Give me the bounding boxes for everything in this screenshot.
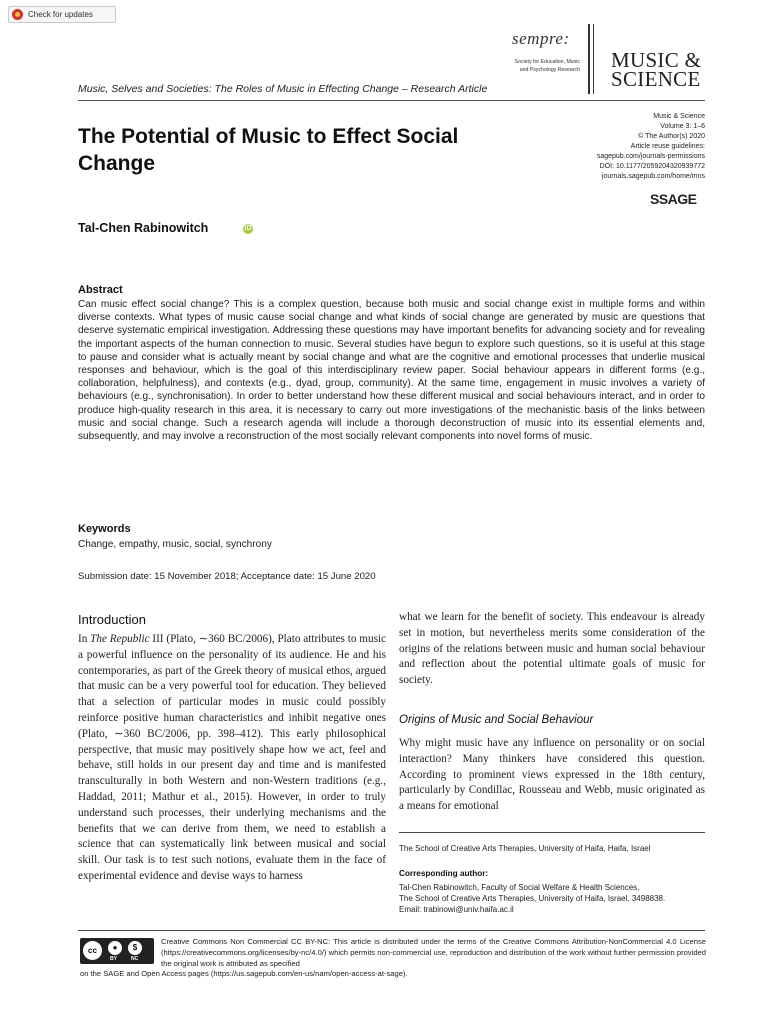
publisher-logo: sempre: bbox=[512, 29, 570, 48]
journal-logo-line: SCIENCE bbox=[611, 67, 701, 91]
meta-permissions-link[interactable]: sagepub.com/journals-permissions bbox=[596, 153, 705, 160]
brand-divider bbox=[588, 24, 590, 94]
abstract-text: Can music effect social change? This is a complex question, because both music and social change exist in multiple forms and within diverse contexts. What types of music cause social change and what kinds of social change are generated by music are questions that deserve systematic empirical investigation. Addressing these questions may have important benefits for advancing society and for revealing the important aspects of the human connection to music. Several studies have begun to explore such questions, so it is useful at this stage to pause and consider what is actually meant by social change and what are the cognitive and emotional processes that underlie musical responses and behaviour, which is the goal of this interdisciplinary review paper. Social behaviour appears in different forms (e.g., collaboration, helpfulness), and contexts (e.g., dyad, group, community). At the same time, engagement in music involves a variety of behaviours (e.g., synchronisation). In order to better understand how these different musical and social behaviours interact, and in order to produce high-quality research in this area, it is necessary to carry out more investigations of the mechanistic basis of the links between music and social change. Such a research agenda will include a thorough deconstruction of music into its essential elements and, subsequently, and may involve a reconstruction of the most socially relevant components into novel forms of music. bbox=[78, 299, 705, 443]
affiliation-rule bbox=[399, 832, 705, 833]
introduction-paragraph bbox=[78, 632, 386, 885]
origins-paragraph: Why might music have any influence on personality or on social interaction? Many thinkers have considered this question. According to prominent views expressed in the 18th century, particularly by Condillac, Rousseau and Webb, music originated as a means for emotional bbox=[399, 737, 705, 813]
meta-doi[interactable]: DOI: 10.1177/2059204320939772 bbox=[599, 163, 705, 170]
corresponding-line: Tal-Chen Rabinowitch, Faculty of Social Welfare & Health Sciences, bbox=[399, 883, 640, 892]
meta-volume: Volume 3: 1–6 bbox=[660, 123, 705, 130]
origins-heading: Origins of Music and Social Behaviour bbox=[399, 714, 594, 726]
orcid-icon[interactable]: iD bbox=[244, 225, 252, 232]
meta-journal: Music & Science bbox=[653, 113, 705, 120]
brand-divider bbox=[593, 24, 594, 94]
journal-logo-line: MUSIC & bbox=[611, 48, 702, 72]
creative-commons-icon[interactable] bbox=[80, 938, 154, 964]
license-text-end: on the SAGE and Open Access pages (https://us.sagepub.com/en-us/nam/open-access-at-sage). bbox=[80, 969, 408, 978]
intro-continuation-paragraph: what we learn for the benefit of society. This endeavour is already set in motion, but nevertheless merits some consideration of the origins of the relations between music and human social behaviour and reflection about the potential ultimate goals of music for society. bbox=[399, 611, 705, 687]
check-for-updates-button[interactable] bbox=[8, 6, 116, 23]
submission-dates: Submission date: 15 November 2018; Acceptance date: 15 June 2020 bbox=[78, 571, 376, 582]
keywords-text: Change, empathy, music, social, synchrony bbox=[78, 539, 272, 550]
article-meta bbox=[560, 112, 705, 182]
header-rule bbox=[78, 100, 705, 101]
keywords-heading: Keywords bbox=[78, 523, 131, 535]
corresponding-author-heading: Corresponding author: bbox=[399, 869, 489, 878]
meta-journal-link[interactable]: journals.sagepub.com/home/mns bbox=[601, 173, 705, 180]
introduction-heading: Introduction bbox=[78, 612, 146, 627]
intro-text: III (Plato, ∼360 BC/2006), Plato attributes to music a powerful influence on the personality of its audience. He and his contemporaries, as part of the Greek theory of musical ethos, argued that music can be a very powerful tool for education. They believed that a selection of particular modes in music could possibly reinforce positive human characteristics and inhibit negative ones (Plato, ∼360 BC/2006, pp. 398–412). This early philosophical perspective, that music may positively shape how we act, feel and behave, still holds in our present day and time and is manifested transculturally in both Western and non-Western traditions (e.g., Haddad, 2011; Mathur et al., 2015). However, in order to truly understand such processes, their underlying mechanisms and the benefits that we can derive from them, we need to establish a science that can systematically link between musical and social skill. Our task is to test such notions, evaluate them in the face of experimental evidence and devise ways to harness bbox=[78, 633, 386, 882]
author-affiliation: The School of Creative Arts Therapies, University of Haifa, Haifa, Israel bbox=[399, 844, 651, 853]
by-label: BY bbox=[110, 956, 117, 962]
publisher-subtitle-line: and Psychology Research bbox=[519, 67, 580, 73]
corresponding-author-details bbox=[399, 882, 709, 915]
journal-logo bbox=[611, 48, 711, 91]
abstract-heading: Abstract bbox=[78, 284, 123, 296]
crossmark-icon bbox=[12, 9, 23, 20]
check-for-updates-label: Check for updates bbox=[28, 10, 93, 19]
meta-copyright: © The Author(s) 2020 bbox=[638, 133, 705, 140]
publisher-subtitle bbox=[496, 58, 580, 74]
nc-label: NC bbox=[131, 956, 139, 962]
license-text: Creative Commons Non Commercial CC BY-NC: This article is distributed under the terms of the Creative Commons Attribution-NonCommercial 4.0 License (https://creativecommons.org/licenses/by-nc/4.0/) which permits non-commercial use, reproduction and distribution of the work without further permission provided the original work is attributed as specified bbox=[161, 937, 706, 968]
publisher-subtitle-line: Society for Education, Music bbox=[514, 59, 580, 65]
article-title: The Potential of Music to Effect Social Change bbox=[78, 125, 459, 175]
corresponding-email[interactable]: Email: trabinowi@univ.haifa.ac.il bbox=[399, 905, 514, 914]
cited-work-title: The Republic bbox=[90, 633, 150, 645]
attribution-icon: ● bbox=[108, 941, 122, 955]
sage-logo: SSAGE bbox=[650, 191, 697, 207]
article-series: Music, Selves and Societies: The Roles of Music in Effecting Change – Research Article bbox=[78, 83, 488, 95]
noncommercial-icon: $ bbox=[128, 941, 142, 955]
author-name[interactable]: Tal-Chen Rabinowitch bbox=[78, 221, 209, 235]
corresponding-line: The School of Creative Arts Therapies, University of Haifa, Israel, 3498838. bbox=[399, 894, 666, 903]
cc-icon: cc bbox=[83, 941, 102, 960]
footer-rule bbox=[78, 930, 705, 931]
intro-lead-in: In bbox=[78, 633, 91, 645]
meta-reuse-label: Article reuse guidelines: bbox=[630, 143, 705, 150]
